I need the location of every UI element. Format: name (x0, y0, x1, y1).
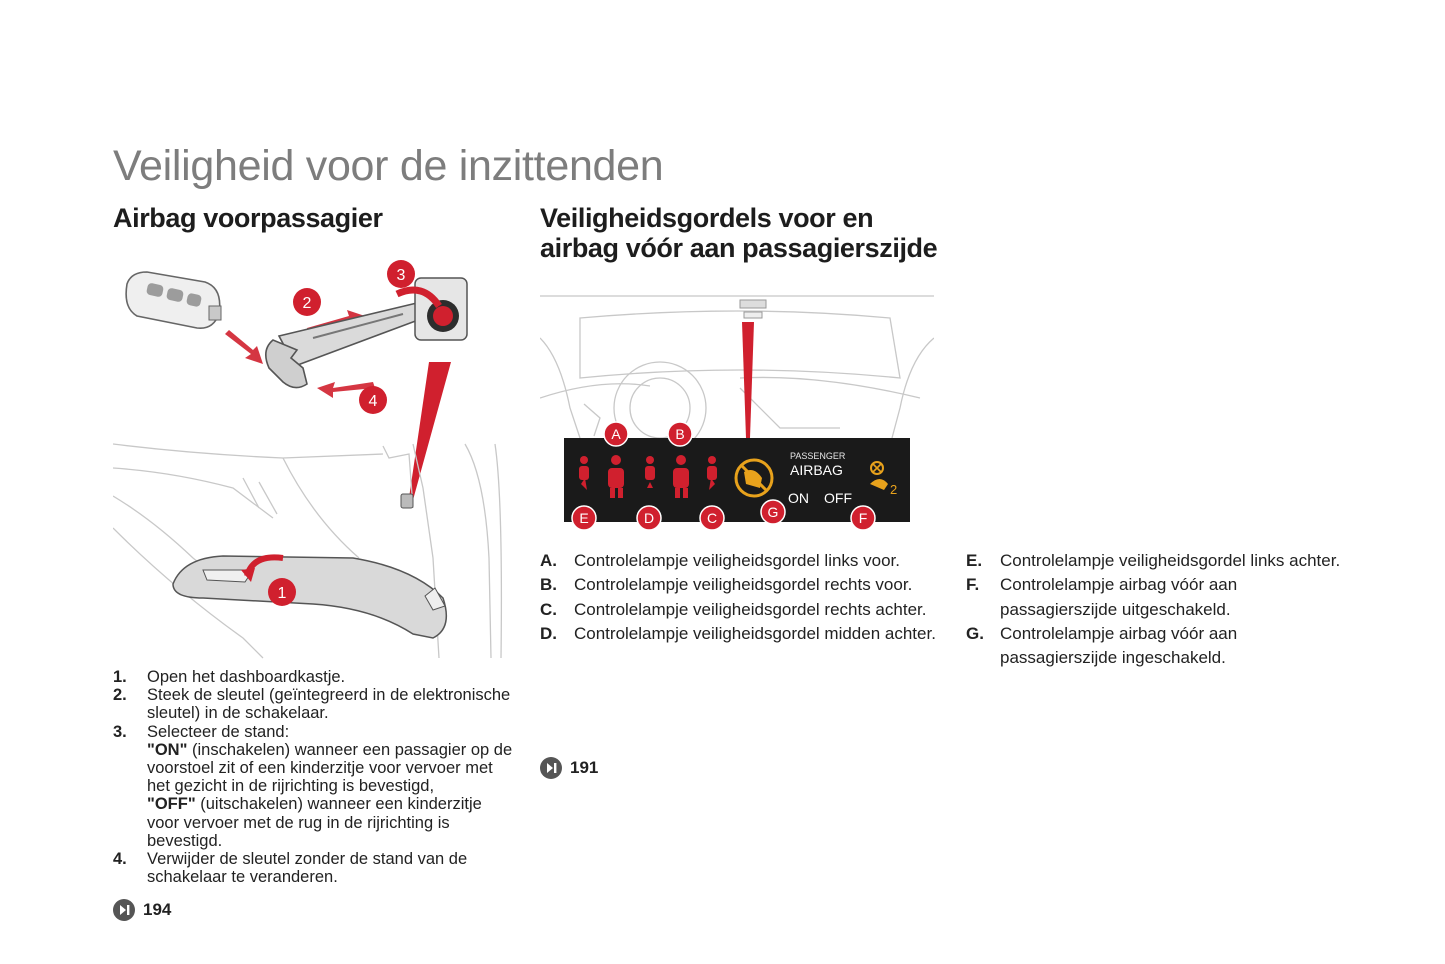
page-reference-number: 191 (570, 758, 599, 777)
airbag-label: AIRBAG (790, 462, 843, 478)
svg-text:1: 1 (277, 585, 287, 602)
section-heading-airbag: Airbag voorpassagier (113, 203, 383, 233)
callout-1 (268, 578, 296, 606)
callout-a (604, 422, 628, 446)
page-reference-number: 194 (143, 900, 172, 919)
svg-text:4: 4 (368, 393, 378, 410)
callout-c (700, 506, 724, 530)
step-3: 3. Selecteer de stand: "ON" (inschakelen) wanneer een passagier op de voorstoel zit of een kinderzitje voor vervoer met het gezicht in de rijrichting is bevestigd, "OFF" (uitschakelen) wanneer een kinderzitje voor vervoer met de rug in de rijrichting is bevestigd. (113, 722, 513, 850)
callout-d (637, 506, 661, 530)
svg-text:D: D (643, 510, 655, 526)
lamp-list-left (540, 549, 940, 646)
callout-2 (293, 288, 321, 316)
airbag-switch-illustration (113, 258, 503, 660)
lamp-item-g: G. Controlelampje airbag vóór aan passagierszijde ingeschakeld. (966, 623, 1238, 668)
lamp-list-right (966, 549, 1346, 670)
on-text: (inschakelen) wanneer een passagier op de voorstoel zit of een kinderzitje voor vervoer met het gezicht in de rijrichting is bevestigd, (147, 740, 513, 796)
callout-b (668, 422, 692, 446)
dashboard-line-art (540, 296, 934, 454)
callout-g (761, 500, 785, 524)
lamp-item-f: F. Controlelampje airbag vóór aan passagierszijde uitgeschakeld. (966, 575, 1238, 619)
callout-f (851, 506, 875, 530)
steps-list (113, 668, 513, 886)
svg-text:3: 3 (396, 267, 406, 284)
callout-3 (387, 260, 415, 288)
callout-4 (359, 386, 387, 414)
step-2: 2. Steek de sleutel (geïntegreerd in de elektronische sleutel) in de schakelaar. (113, 686, 511, 723)
next-page-icon (113, 899, 135, 921)
remote-key-icon (126, 272, 221, 328)
off-label: "OFF" (147, 795, 196, 814)
step-3-intro: Selecteer de stand: (147, 722, 290, 741)
svg-text:G: G (767, 504, 779, 520)
svg-text:B: B (675, 426, 685, 442)
lamp-item-a: A. Controlelampje veiligheidsgordel links voor. (540, 551, 901, 570)
off-indicator: OFF (824, 490, 852, 506)
lamp-item-c: C. Controlelampje veiligheidsgordel rechts achter. (540, 599, 927, 619)
on-label: "ON" (147, 740, 188, 759)
svg-text:E: E (579, 510, 589, 526)
svg-text:F: F (858, 510, 868, 526)
seat-number: 2 (890, 482, 898, 497)
next-page-icon (540, 757, 562, 779)
svg-text:C: C (706, 510, 718, 526)
glovebox-lid-icon (173, 556, 446, 638)
callout-e (572, 506, 596, 530)
page-reference-191[interactable] (540, 757, 598, 779)
key-blade-icon (266, 302, 429, 388)
lamp-item-b: B. Controlelampje veiligheidsgordel rechts voor. (540, 575, 913, 595)
svg-text:A: A (611, 426, 621, 442)
svg-text:2: 2 (302, 295, 312, 312)
page-reference-194[interactable] (113, 899, 171, 921)
lamp-item-d: D. Controlelampje veiligheidsgordel midden achter. (540, 623, 936, 643)
step-1: 1. Open het dashboardkastje. (113, 668, 346, 686)
off-text: (uitschakelen) wanneer een kinderzitje voor vervoer met de rug in de rijrichting is bevestigd. (147, 795, 482, 850)
on-indicator: ON (788, 490, 809, 506)
page-title: Veiligheid voor de inzittenden (113, 142, 664, 190)
seatbelt-panel-illustration (540, 278, 934, 530)
section-heading-belts: Veiligheidsgordels voor en airbag vóór aan passagierszijde (540, 203, 938, 263)
step-4: 4. Verwijder de sleutel zonder de stand van de schakelaar te veranderen. (113, 850, 468, 887)
lamp-item-e: E. Controlelampje veiligheidsgordel links achter. (966, 551, 1341, 570)
passenger-label: PASSENGER (790, 451, 846, 461)
